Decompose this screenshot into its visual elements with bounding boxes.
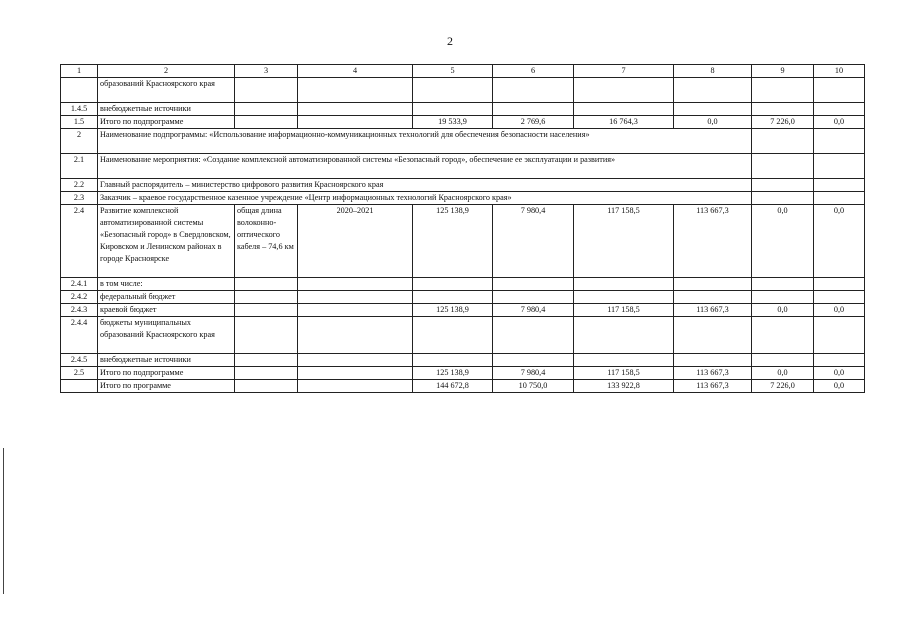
row-name-cell: внебюджетные источники: [98, 103, 235, 116]
value-cell: 113 667,3: [674, 367, 752, 380]
value-cell: 2 769,6: [493, 116, 574, 129]
row-code-cell: 2: [61, 129, 98, 154]
row-code-cell: 1.4.5: [61, 103, 98, 116]
row-code-cell: 1.5: [61, 116, 98, 129]
empty-cell: [413, 103, 493, 116]
empty-cell: [752, 78, 814, 103]
value-cell: 117 158,5: [574, 205, 674, 278]
empty-cell: [814, 192, 865, 205]
header-cell: 10: [814, 65, 865, 78]
empty-cell: [493, 278, 574, 291]
row-code-cell: 2.4.2: [61, 291, 98, 304]
empty-cell: [298, 291, 413, 304]
customer-cell: Заказчик – краевое государственное казенное учреждение «Центр информационных технологий Красноярского края»: [98, 192, 752, 205]
value-cell: 0,0: [814, 116, 865, 129]
row-code-cell: 2.4.4: [61, 317, 98, 354]
empty-cell: [752, 129, 814, 154]
empty-cell: [814, 354, 865, 367]
empty-cell: [413, 78, 493, 103]
empty-cell: [574, 291, 674, 304]
header-cell: 5: [413, 65, 493, 78]
value-cell: 125 138,9: [413, 304, 493, 317]
value-cell: 10 750,0: [493, 380, 574, 393]
row-name-cell: краевой бюджет: [98, 304, 235, 317]
row-name-cell: Итого по подпрограмме: [98, 116, 235, 129]
value-cell: 7 226,0: [752, 116, 814, 129]
value-cell: 16 764,3: [574, 116, 674, 129]
empty-cell: [574, 103, 674, 116]
empty-cell: [413, 317, 493, 354]
row-code-cell: 2.4.3: [61, 304, 98, 317]
empty-cell: [298, 116, 413, 129]
table-row: [61, 205, 865, 278]
empty-cell: [752, 103, 814, 116]
header-cell: 4: [298, 65, 413, 78]
empty-cell: [493, 78, 574, 103]
value-cell: 117 158,5: [574, 304, 674, 317]
row-code-cell: 2.3: [61, 192, 98, 205]
table-row: [61, 304, 865, 317]
empty-cell: [235, 380, 298, 393]
empty-cell: [814, 78, 865, 103]
empty-cell: [413, 291, 493, 304]
empty-cell: [674, 317, 752, 354]
row-name-cell: внебюджетные источники: [98, 354, 235, 367]
value-cell: 113 667,3: [674, 304, 752, 317]
empty-cell: [674, 78, 752, 103]
indicator-cell: общая длина волоконно-оптического кабеля – 74,6 км: [235, 205, 298, 278]
manager-cell: Главный распорядитель – министерство цифрового развития Красноярского края: [98, 179, 752, 192]
value-cell: 0,0: [752, 205, 814, 278]
empty-cell: [752, 278, 814, 291]
empty-cell: [235, 291, 298, 304]
empty-cell: [493, 354, 574, 367]
empty-cell: [814, 129, 865, 154]
empty-cell: [814, 103, 865, 116]
row-code-cell: 2.5: [61, 367, 98, 380]
row-code-cell: 2.1: [61, 154, 98, 179]
empty-cell: [752, 317, 814, 354]
empty-cell: [298, 78, 413, 103]
empty-cell: [413, 278, 493, 291]
table-row: [61, 317, 865, 354]
table-row: [61, 278, 865, 291]
empty-cell: [493, 317, 574, 354]
empty-cell: [298, 278, 413, 291]
table-row: [61, 78, 865, 103]
empty-cell: [814, 291, 865, 304]
header-cell: 2: [98, 65, 235, 78]
table-row: [61, 103, 865, 116]
table-row: [61, 116, 865, 129]
table-row: [61, 129, 865, 154]
table-header-row: [61, 65, 865, 78]
value-cell: 0,0: [814, 205, 865, 278]
row-code-cell: [61, 78, 98, 103]
value-cell: 0,0: [814, 380, 865, 393]
scan-edge-line: [3, 448, 4, 594]
empty-cell: [298, 317, 413, 354]
row-code-cell: 2.4.5: [61, 354, 98, 367]
row-code-cell: [61, 380, 98, 393]
value-cell: 144 672,8: [413, 380, 493, 393]
value-cell: 113 667,3: [674, 205, 752, 278]
value-cell: 0,0: [674, 116, 752, 129]
empty-cell: [235, 78, 298, 103]
empty-cell: [674, 291, 752, 304]
header-cell: 6: [493, 65, 574, 78]
empty-cell: [574, 317, 674, 354]
header-cell: 3: [235, 65, 298, 78]
empty-cell: [752, 154, 814, 179]
row-name-cell: в том числе:: [98, 278, 235, 291]
empty-cell: [493, 291, 574, 304]
row-name-cell: Развитие комплексной автоматизированной системы «Безопасный город» в Свердловском, Кировском и Ленинском районах в городе Красноярске: [98, 205, 235, 278]
empty-cell: [235, 354, 298, 367]
header-cell: 8: [674, 65, 752, 78]
row-name-cell: Итого по подпрограмме: [98, 367, 235, 380]
empty-cell: [814, 278, 865, 291]
empty-cell: [752, 192, 814, 205]
table-row: [61, 291, 865, 304]
empty-cell: [298, 304, 413, 317]
value-cell: 7 980,4: [493, 304, 574, 317]
empty-cell: [752, 179, 814, 192]
program-financing-table: [60, 64, 865, 393]
row-code-cell: 2.4.1: [61, 278, 98, 291]
empty-cell: [235, 317, 298, 354]
empty-cell: [235, 304, 298, 317]
empty-cell: [298, 380, 413, 393]
empty-cell: [574, 278, 674, 291]
subprogram-title-cell: Наименование подпрограммы: «Использование информационно-коммуникационных технологий для обеспечения безопасности населения»: [98, 129, 752, 154]
value-cell: 117 158,5: [574, 367, 674, 380]
empty-cell: [752, 291, 814, 304]
table-row: [61, 367, 865, 380]
empty-cell: [235, 103, 298, 116]
value-cell: 125 138,9: [413, 367, 493, 380]
empty-cell: [235, 278, 298, 291]
table-row: [61, 179, 865, 192]
table-row: [61, 192, 865, 205]
measure-title-cell: Наименование мероприятия: «Создание комплексной автоматизированной системы «Безопасный город», обеспечение ее эксплуатации и развития»: [98, 154, 752, 179]
empty-cell: [493, 103, 574, 116]
empty-cell: [235, 367, 298, 380]
row-code-cell: 2.4: [61, 205, 98, 278]
value-cell: 0,0: [752, 367, 814, 380]
table-row: [61, 154, 865, 179]
value-cell: 0,0: [752, 304, 814, 317]
row-name-cell: Итого по программе: [98, 380, 235, 393]
value-cell: 7 980,4: [493, 205, 574, 278]
value-cell: 125 138,9: [413, 205, 493, 278]
empty-cell: [814, 317, 865, 354]
value-cell: 0,0: [814, 304, 865, 317]
header-cell: 9: [752, 65, 814, 78]
empty-cell: [298, 367, 413, 380]
row-name-cell: федеральный бюджет: [98, 291, 235, 304]
page-number: 2: [447, 34, 453, 48]
empty-cell: [574, 78, 674, 103]
empty-cell: [674, 278, 752, 291]
empty-cell: [674, 354, 752, 367]
row-name-cell: бюджеты муниципальных образований Красноярского края: [98, 317, 235, 354]
table-row: [61, 380, 865, 393]
empty-cell: [574, 354, 674, 367]
header-cell: 1: [61, 65, 98, 78]
value-cell: 133 922,8: [574, 380, 674, 393]
period-cell: 2020–2021: [298, 205, 413, 278]
empty-cell: [814, 154, 865, 179]
empty-cell: [235, 116, 298, 129]
value-cell: 0,0: [814, 367, 865, 380]
row-code-cell: 2.2: [61, 179, 98, 192]
value-cell: 19 533,9: [413, 116, 493, 129]
empty-cell: [298, 103, 413, 116]
empty-cell: [298, 354, 413, 367]
empty-cell: [674, 103, 752, 116]
row-name-cell: образований Красноярского края: [98, 78, 235, 103]
empty-cell: [413, 354, 493, 367]
empty-cell: [752, 354, 814, 367]
table-row: [61, 354, 865, 367]
empty-cell: [814, 179, 865, 192]
value-cell: 7 226,0: [752, 380, 814, 393]
value-cell: 113 667,3: [674, 380, 752, 393]
header-cell: 7: [574, 65, 674, 78]
value-cell: 7 980,4: [493, 367, 574, 380]
